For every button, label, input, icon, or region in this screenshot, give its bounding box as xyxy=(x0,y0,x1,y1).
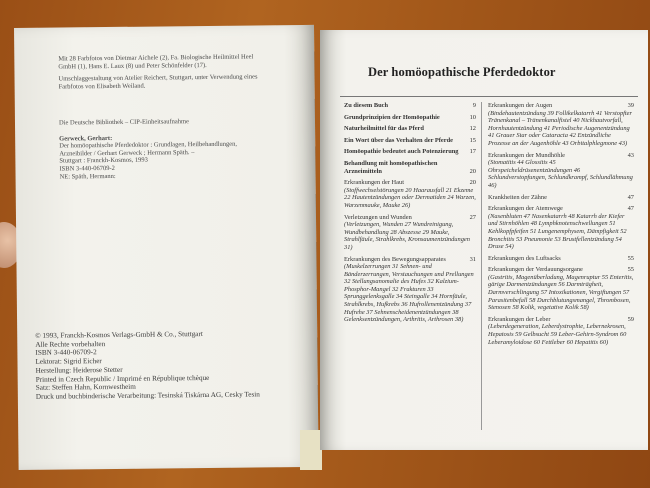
toc-entry xyxy=(488,102,634,148)
toc-entry-page: 15 xyxy=(469,136,476,144)
toc-entry xyxy=(344,137,476,145)
toc-entry-title: Behandlung mit homöopathischen Arzneimitteln xyxy=(344,159,438,175)
toc-entry-title: Homöopathie bedeutet auch Potenzierung xyxy=(344,148,459,156)
toc-entry-title: Erkrankungen des Luftsacks xyxy=(488,254,561,262)
column-separator xyxy=(481,102,482,430)
toc-entry-page: 55 xyxy=(627,254,634,262)
toc-entry-title: Erkrankungen der Verdauungsorgane xyxy=(488,266,583,274)
toc-entry-page: 39 xyxy=(627,102,634,109)
toc-entry xyxy=(488,194,634,202)
right-page xyxy=(320,30,648,450)
toc-entry-title: Verletzungen und Wunden xyxy=(344,213,412,221)
toc-entry-page: 20 xyxy=(469,167,476,175)
cip-line: Stuttgart : Franckh-Kosmos, 1993 xyxy=(59,156,148,165)
toc-entry-title: Erkrankungen der Atemwege xyxy=(488,205,563,213)
toc-entry xyxy=(488,316,634,346)
imprint-block xyxy=(35,329,260,401)
toc-entry-title: Naturheilmittel für das Pferd xyxy=(344,125,424,133)
toc-entry-subtopics: (Bindehautentzündung 39 Follikelkatarrh 41 Verstopfter Tränenkanal – Tränenkanalfistel 40 Nickhautvorfall, Hornhautentzündung 41 Periodische Augenentzündung 41 Grauer Star oder Cataracta 42 Entzündliche Prozesse an der Augenhöhle 43 Orbitalphlegmone 43) xyxy=(488,109,633,147)
toc-entry xyxy=(488,152,634,190)
toc-entry-title: Erkrankungen der Augen xyxy=(488,102,553,109)
credit-line: Mit 28 Farbfotos von Dietmar Aichele (2), Fa. Biologische Heilmittel Heel xyxy=(58,53,254,63)
toc-entry-title: Erkrankungen der Leber xyxy=(488,315,551,323)
cip-block xyxy=(59,118,237,181)
toc-entry-subtopics: (Gastritis, Magenüberladung, Magenruptur 55 Enteritis, gärige Darmentzündungen 56 Darmträgheit, Darmverschlingung 57 Intoxikationen, Vergiftungen 57 Parasitenbefall 58 Durchblutungsmangel, Thrombosen, Stenosen 58 Kolik, vegetative Kolik 58) xyxy=(488,273,634,312)
book-title: Der homöopathische Pferdedoktor xyxy=(368,65,556,79)
toc-entry-page: 12 xyxy=(469,125,476,133)
toc-entry-page: 59 xyxy=(627,315,634,323)
imprint-line: Druck und buchbinderische Verarbeitung: Tesinská Tiskárna AG, Cesky Tesin xyxy=(35,390,260,401)
toc-entry-page: 31 xyxy=(469,255,476,263)
toc-entry xyxy=(488,266,634,312)
toc-entry-subtopics: (Leberdegeneration, Leberdystrophie, Lebernekrosen, Hepatosis 59 Gelbsucht 59 Leber-Gehirn-Syndrom 60 Leberamyloidose 60 Fettleber 60 Hepatitis 60) xyxy=(488,323,627,346)
toc-entry-page: 9 xyxy=(472,102,476,109)
toc-entry-title: Grundprinzipien der Homöopathie xyxy=(344,113,440,121)
cip-header: Die Deutsche Bibliothek – CIP-Einheitsaufnahme xyxy=(58,118,190,127)
toc-entry xyxy=(344,148,476,156)
left-page xyxy=(14,25,319,470)
imprint-line: ISBN 3-440-06709-2 xyxy=(35,348,97,358)
toc-entry xyxy=(344,102,476,110)
imprint-line: Lektorat: Sigrid Eicher xyxy=(35,357,102,366)
toc-entry xyxy=(488,205,634,251)
toc-entry-subtopics: (Muskelzerrungen 31 Sehnen- und Bänderzerrungen, Verstauchungen und Prellungen 32 Stellungsanomalie des Hufes 32 Kalzium-Phosphor-Mangel 32 Frakturen 33 Sprunggelenksgalle 34 Steingalle 34 Hornfäule, Strahlkrebs, Hufkrebs 36 Hufrollenentzündung 37 Hufrehe 37 Sehnenscheidenentzündungen 38 Gelenksentzündungen, Arthritis, Arthrosen 38) xyxy=(344,263,474,324)
toc-entry xyxy=(344,160,476,175)
toc-entry xyxy=(344,214,476,252)
toc-entry-page: 47 xyxy=(627,205,634,213)
cip-line: Der homöopathische Pferdedoktor : Grundlagen, Heilbehandlungen, xyxy=(59,140,238,150)
photo-credits xyxy=(58,53,257,90)
page-edge xyxy=(300,430,322,470)
toc-entry-title: Erkrankungen der Haut xyxy=(344,179,404,187)
imprint-line: Satz: Steffen Hahn, Kornwestheim xyxy=(35,382,136,393)
title-divider xyxy=(340,96,638,97)
cip-line: ISBN 3-440-06709-2 xyxy=(59,164,115,173)
toc-entry-title: Krankheiten der Zähne xyxy=(488,193,547,201)
toc-entry-page: 17 xyxy=(469,148,476,156)
imprint-line: Alle Rechte vorbehalten xyxy=(35,339,106,349)
toc-right-column xyxy=(488,102,634,350)
toc-entry-subtopics: (Verletzungen, Wunden 27 Wundreinigung, Wundbehandlung 28 Abszesse 29 Mauke, Strahlfäule, Strahlkrebs, Kronsaumentzündungen 31) xyxy=(344,221,470,251)
toc-entry xyxy=(488,255,634,263)
toc-entry-title: Erkrankungen des Bewegungsapparates xyxy=(344,255,446,263)
toc-entry-page: 43 xyxy=(627,151,634,159)
toc-entry-subtopics: (Nasenbluten 47 Nasenkatarrh 48 Katarrh der Kiefer und Stirnhöhlen 48 Lymphknotenschwellungen 51 Kehlkopfpfeifen 51 Lungenemphysem, Dämpfigkeit 52 Bronchitis 53 Pneumonie 53 Brustfellentzündung 54 Druse 54) xyxy=(488,212,627,251)
toc-entry-page: 27 xyxy=(469,213,476,221)
toc-entry xyxy=(344,125,476,133)
toc-left-column xyxy=(344,102,476,328)
toc-entry xyxy=(344,114,476,122)
imprint-line: Printed in Czech Republic / Imprimé en République tchèque xyxy=(35,373,210,384)
cip-author: Gerweck, Gerhart: xyxy=(59,134,113,143)
toc-entry-subtopics: (Stoffwechselstörungen 20 Haarausfall 21 Ekzeme 22 Hautentzündungen oder Dermatiden 24 Warzen, Warzenmauke, Mauke 26) xyxy=(344,186,476,209)
toc-entry-subtopics: (Stomatitis 44 Glossitis 45 Ohrspeicheldrüsenentzündungen 46 Schlundverstopfungen, Schlundkrampf, Schlundlähmung 46) xyxy=(488,159,633,189)
credit-line: GmbH (1), Hans E. Laux (8) und Peter Schönfelder (17). xyxy=(58,61,207,71)
toc-entry-title: Ein Wort über das Verhalten der Pferde xyxy=(344,136,453,144)
toc-entry-title: Zu diesem Buch xyxy=(344,102,389,109)
credit-line: Umschlaggestaltung von Atelier Reichert, Stuttgart, unter Verwendung eines xyxy=(58,73,258,83)
cip-line: NE: Späth, Hermann: xyxy=(59,172,116,181)
toc-entry-title: Erkrankungen der Mundhöhle xyxy=(488,151,566,159)
imprint-line: © 1993, Franckh-Kosmos Verlags-GmbH & Co., Stuttgart xyxy=(35,330,203,340)
credit-line: Farbfotos von Elisabeth Weiland. xyxy=(58,82,146,91)
cip-line: Arzneibilder / Gerhart Gerweck ; Hermann Späth. – xyxy=(59,148,195,158)
toc-entry xyxy=(344,256,476,324)
toc-entry xyxy=(344,179,476,209)
toc-entry-page: 20 xyxy=(469,179,476,187)
toc-entry-page: 10 xyxy=(469,113,476,121)
toc-entry-page: 47 xyxy=(627,193,634,201)
imprint-line: Herstellung: Heiderose Stetter xyxy=(35,365,123,375)
toc-entry-page: 55 xyxy=(627,266,634,274)
